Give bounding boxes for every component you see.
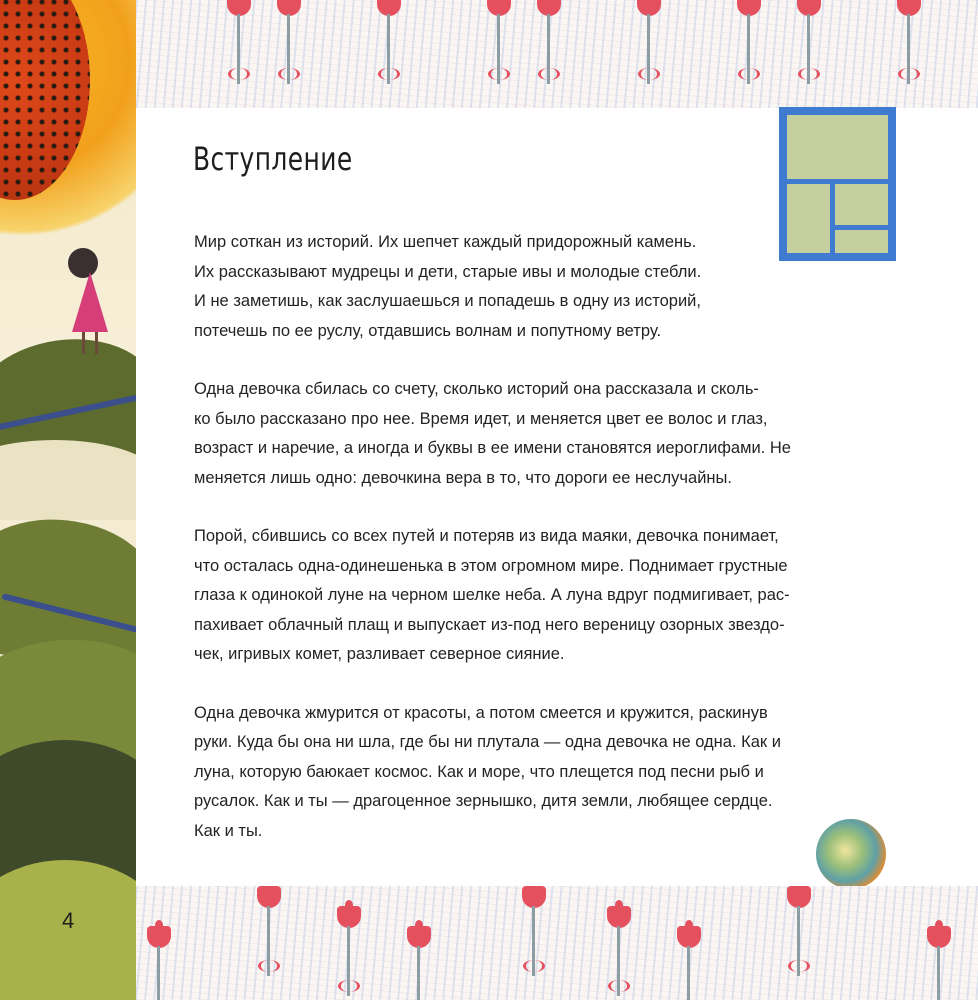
paragraph [194,522,844,670]
tulip [521,886,547,976]
tulip [786,886,812,976]
tulip [406,926,432,1000]
text-line: Мир соткан из историй. Их шепчет каждый придорожный камень. [194,233,697,251]
page-title: Вступление [193,140,353,178]
text-line: потечешь по ее руслу, отдавшись волнам и попутному ветру. [194,321,662,340]
tulip [896,0,922,84]
globe-illustration [816,819,886,889]
text-line: Как и ты. [194,821,263,840]
paragraph [194,375,844,493]
text-line: Одна девочка сбилась со счету, сколько историй она рассказала и сколь- [194,380,759,398]
body-text [194,228,844,875]
text-line: что осталась одна-одинешенька в этом огромном мире. Поднимает грустные [194,556,788,575]
girl-dress [72,272,108,332]
text-line: глаза к одинокой луне на черном шелке неба. А луна вдруг подмигивает, рас- [194,586,790,604]
tulip [486,0,512,84]
text-line: меняется лишь одно: девочкина вера в то, что дороги ее неслучайны. [194,468,732,487]
girl-legs [82,332,98,354]
tulip [796,0,822,84]
tulip [256,886,282,976]
tulip [146,926,172,1000]
paragraph [194,228,844,346]
tulip [636,0,662,84]
tulip [676,926,702,1000]
left-illustration-strip [0,0,136,1000]
text-line: ко было рассказано про нее. Время идет, и меняется цвет ее волос и глаз, [194,409,768,428]
text-line: Одна девочка жмурится от красоты, а потом смеется и кружится, раскинув [194,703,768,722]
text-line: руки. Куда бы она ни шла, где бы ни плутала — одна девочка не одна. Как и [194,733,781,751]
tulip [606,906,632,996]
tulip [736,0,762,84]
tulip [926,926,952,1000]
text-line: И не заметишь, как заслушаешься и попадешь в одну из историй, [194,292,701,310]
page-number: 4 [62,908,75,933]
tulip [336,906,362,996]
hill [0,440,136,520]
paragraph [194,699,844,847]
text-line: пахивает облачный плащ и выпускает из-под него вереницу озорных звездо- [194,615,785,634]
text-line: возраст и наречие, а иногда и буквы в ее имени становятся иероглифами. Не [194,439,791,457]
tulip-border-bottom [136,886,978,1000]
text-line: Порой, сбившись со всех путей и потеряв из вида маяки, девочка понимает, [194,527,779,545]
text-line: Их рассказывают мудрецы и дети, старые ивы и молодые стебли. [194,262,702,281]
tulip [276,0,302,84]
text-line: чек, игривых комет, разливает северное сияние. [194,645,565,663]
tulip [226,0,252,84]
tulip [376,0,402,84]
tulip [536,0,562,84]
text-line: луна, которую баюкает космос. Как и море, что плещется под песни рыб и [194,762,764,781]
text-line: русалок. Как и ты — драгоценное зернышко, дитя земли, любящее сердце. [194,792,773,810]
tulip-border-top [136,0,978,108]
girl-figure [62,248,122,358]
